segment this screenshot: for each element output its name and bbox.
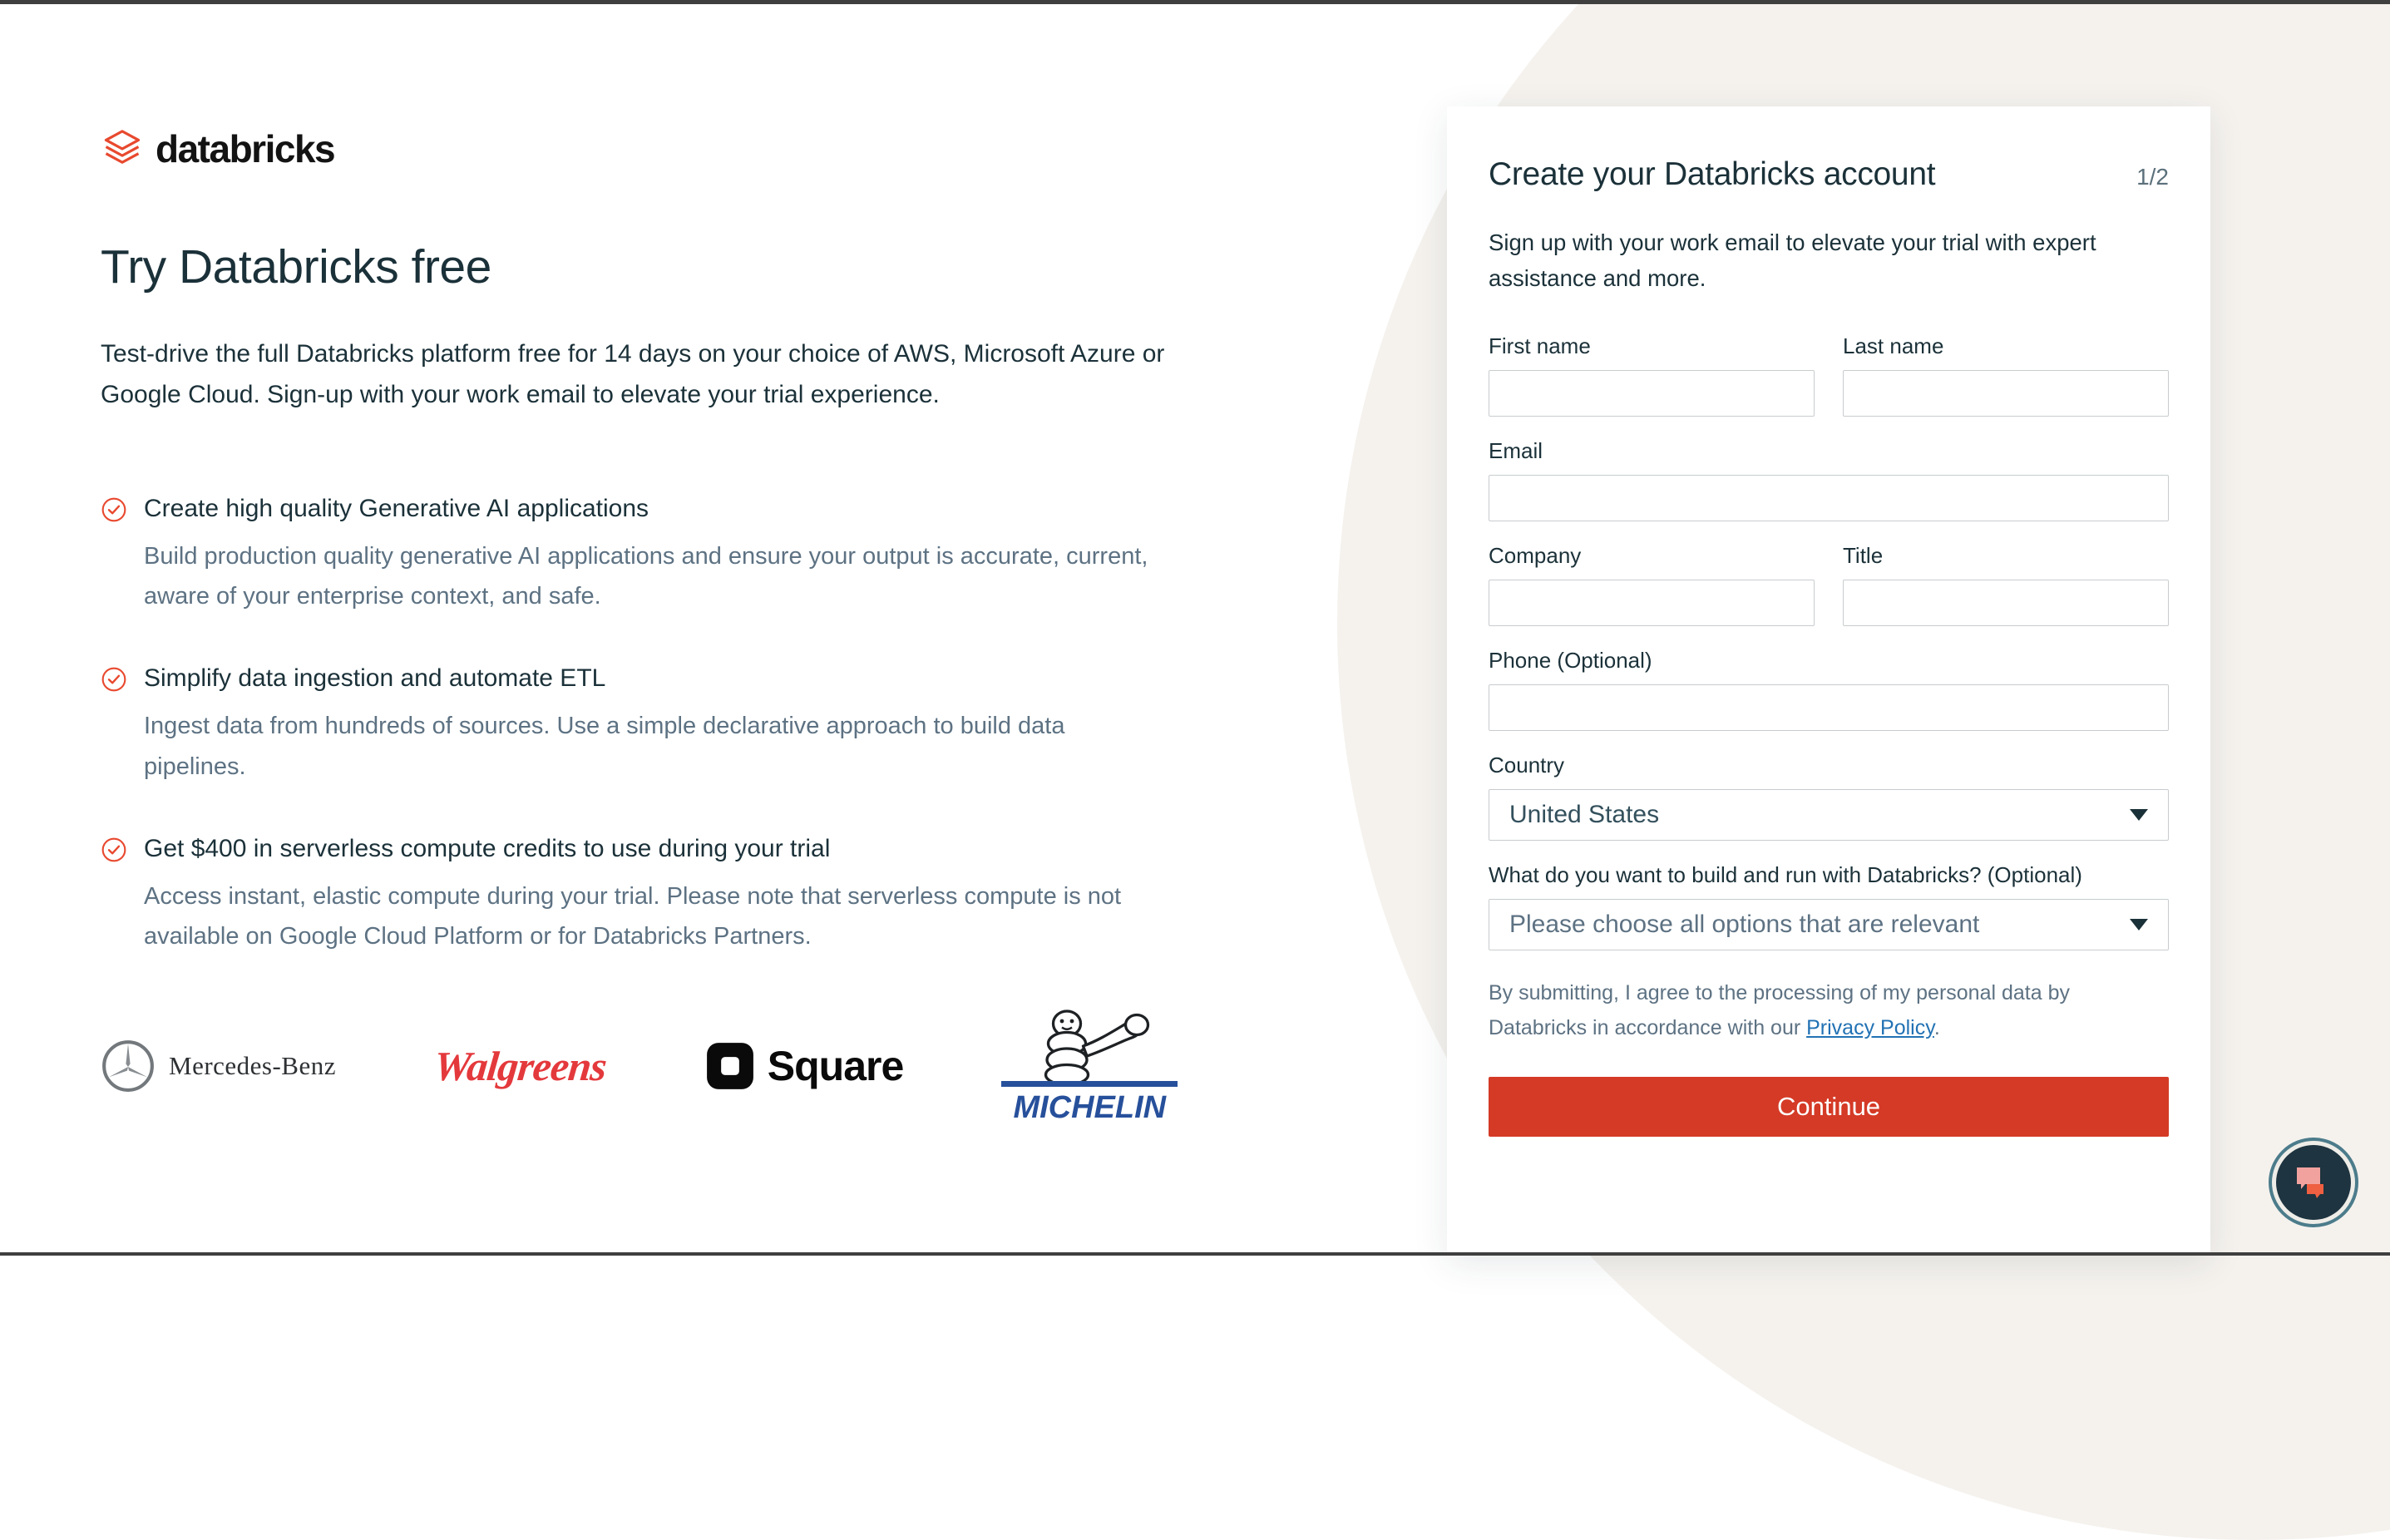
databricks-logo-icon (101, 127, 144, 170)
hero-description: Test-drive the full Databricks platform free for 14 days on your choice of AWS, Microsoft Azure or Google Cloud. Sign-up with your work email to elevate your trial experience. (101, 340, 1165, 408)
form-subtitle: Sign up with your work email to elevate your trial with expert assistance and more. (1489, 230, 2096, 292)
last-name-label: Last name (1843, 333, 1944, 358)
country-selected-value: United States (1509, 800, 1660, 828)
databricks-logo (101, 126, 1265, 171)
benefit-title: Simplify data ingestion and automate ETL (144, 664, 606, 693)
list-item (101, 664, 1265, 786)
chat-launcher-button[interactable] (2269, 1138, 2358, 1227)
check-circle-icon (101, 664, 127, 786)
square-icon (704, 1040, 756, 1092)
page-title: Try Databricks free (101, 240, 491, 294)
mercedes-star-icon (101, 1039, 156, 1093)
marketing-column (101, 126, 1265, 1126)
chat-launcher-circle (2276, 1145, 2351, 1220)
phone-field[interactable] (1489, 684, 2169, 731)
window-bottom-edge (0, 1252, 2390, 1256)
email-field[interactable] (1489, 475, 2169, 521)
signup-card (1447, 106, 2210, 1256)
privacy-consent-text (1489, 975, 2121, 1045)
chevron-down-icon (2130, 809, 2148, 821)
databricks-wordmark: databricks (156, 127, 335, 170)
window-top-edge (0, 0, 2390, 4)
build-intent-label: What do you want to build and run with Databricks? (Optional) (1489, 861, 2082, 887)
walgreens-label: Walgreens (432, 1042, 609, 1089)
benefit-description: Build production quality generative AI applications and ensure your output is accurate, current, aware of your enterprise context, and safe. (144, 543, 1148, 610)
check-circle-icon (101, 495, 127, 616)
step-indicator: 1/2 (2136, 164, 2169, 190)
chat-bubbles-icon (2292, 1162, 2335, 1202)
form-title: Create your Databricks account (1489, 156, 1936, 192)
company-label: Company (1489, 542, 1582, 568)
michelin-logo (1001, 1006, 1178, 1126)
privacy-policy-link[interactable]: Privacy Policy (1806, 1015, 1934, 1039)
privacy-text-before: By submitting, I agree to the processing of my personal data by Databricks in accordance with our (1489, 980, 2070, 1039)
company-field[interactable] (1489, 580, 1815, 626)
continue-button[interactable]: Continue (1489, 1077, 2169, 1137)
build-intent-select[interactable] (1489, 899, 2169, 950)
signup-card-header (1489, 156, 2169, 193)
mercedes-benz-label: Mercedes-Benz (169, 1050, 337, 1080)
square-logo (704, 1040, 904, 1092)
country-label: Country (1489, 752, 1565, 777)
title-label: Title (1843, 542, 1884, 568)
benefit-list (101, 495, 1265, 956)
mercedes-benz-logo (101, 1039, 336, 1093)
privacy-text-after: . (1933, 1015, 1940, 1039)
email-label: Email (1489, 437, 1543, 463)
customer-logo-row (101, 1006, 1265, 1126)
benefit-description: Access instant, elastic compute during your trial. Please note that serverless compute is not available on Google Cloud Platform or for Databricks Partners. (144, 882, 1122, 950)
benefit-description: Ingest data from hundreds of sources. Use a simple declarative approach to build data pipelines. (144, 713, 1065, 780)
country-select[interactable] (1489, 789, 2169, 841)
phone-label: Phone (Optional) (1489, 647, 1652, 673)
last-name-field[interactable] (1843, 370, 2169, 417)
benefit-title: Create high quality Generative AI applications (144, 495, 649, 523)
title-field[interactable] (1843, 580, 2169, 626)
michelin-label: MICHELIN (1013, 1089, 1167, 1125)
chevron-down-icon (2130, 919, 2148, 930)
first-name-field[interactable] (1489, 370, 1815, 417)
first-name-label: First name (1489, 333, 1591, 358)
build-intent-placeholder: Please choose all options that are relevant (1509, 910, 1980, 938)
benefit-title: Get $400 in serverless compute credits to use during your trial (144, 834, 831, 862)
list-item (101, 835, 1265, 956)
check-circle-icon (101, 835, 127, 956)
walgreens-logo (432, 1042, 609, 1090)
signup-form (1489, 333, 2169, 1137)
square-label: Square (767, 1042, 904, 1089)
michelin-man-icon (1015, 1006, 1164, 1086)
list-item (101, 495, 1265, 616)
michelin-underline (1001, 1081, 1178, 1087)
